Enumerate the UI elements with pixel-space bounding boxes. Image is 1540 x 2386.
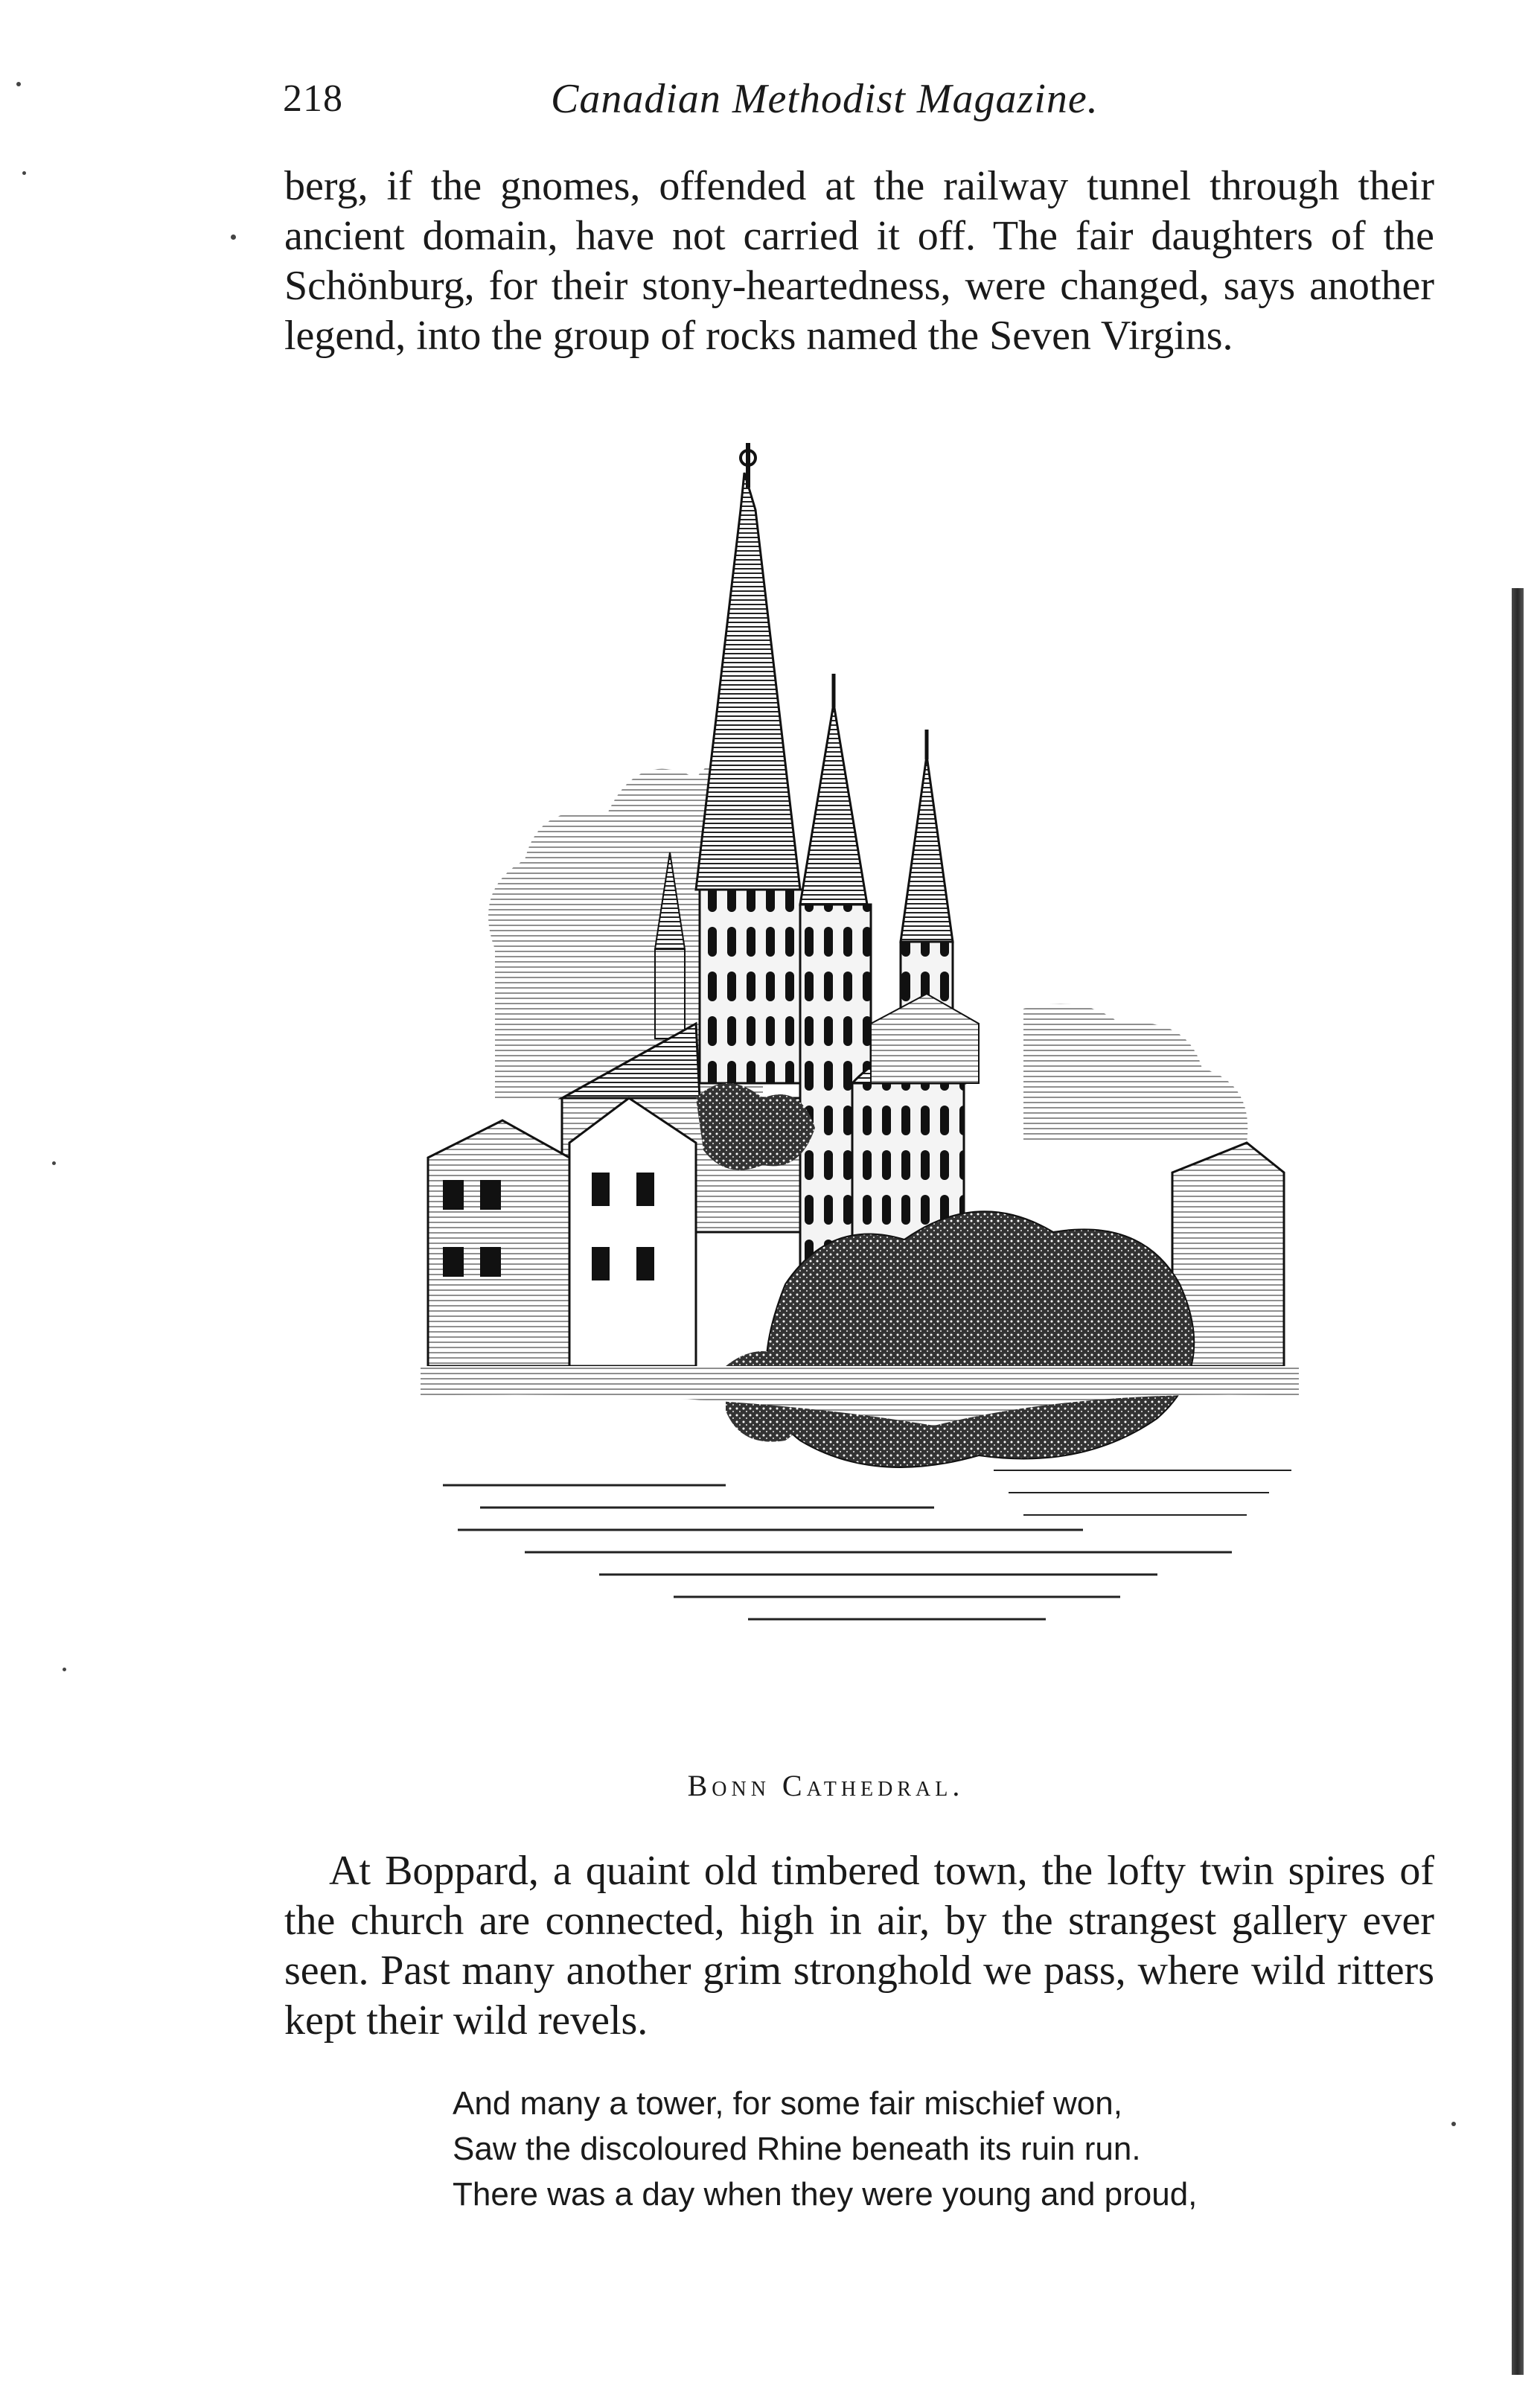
scan-speck (63, 1668, 66, 1671)
page-number: 218 (283, 77, 343, 120)
scan-speck (22, 171, 26, 175)
poem-block (453, 2081, 1346, 2217)
cathedral-illustration (413, 428, 1314, 1709)
scan-speck (1451, 2122, 1456, 2126)
scan-edge-shadow (1512, 588, 1524, 2375)
journal-title: Canadian Methodist Magazine. (551, 76, 1099, 122)
scan-speck (52, 1161, 56, 1165)
poem-line: And many a tower, for some fair mischief won, (453, 2085, 1122, 2122)
running-head (283, 71, 1429, 130)
body-paragraph-2: At Boppard, a quaint old timbered town, the lofty twin spires of the church are connected, high in air, by the strangest gallery ever seen. Past many another grim stronghold we pass, where wild ritters kept their wild revels. (284, 1848, 1434, 2044)
scan-speck (16, 82, 21, 86)
body-paragraph-1: berg, if the gnomes, offended at the railway tunnel through their ancient domain, have not carried it off. The fair daughters of the Schönburg, for their stony-heartedness, were changed, says another legend, into the group of rocks named the Seven Virgins. (284, 163, 1434, 359)
figure-caption: Bonn Cathedral. (687, 1769, 965, 1802)
poem-line: Saw the discoloured Rhine beneath its ruin run. (453, 2131, 1141, 2167)
scan-speck (231, 235, 236, 240)
poem-line: There was a day when they were young and proud, (453, 2176, 1198, 2213)
